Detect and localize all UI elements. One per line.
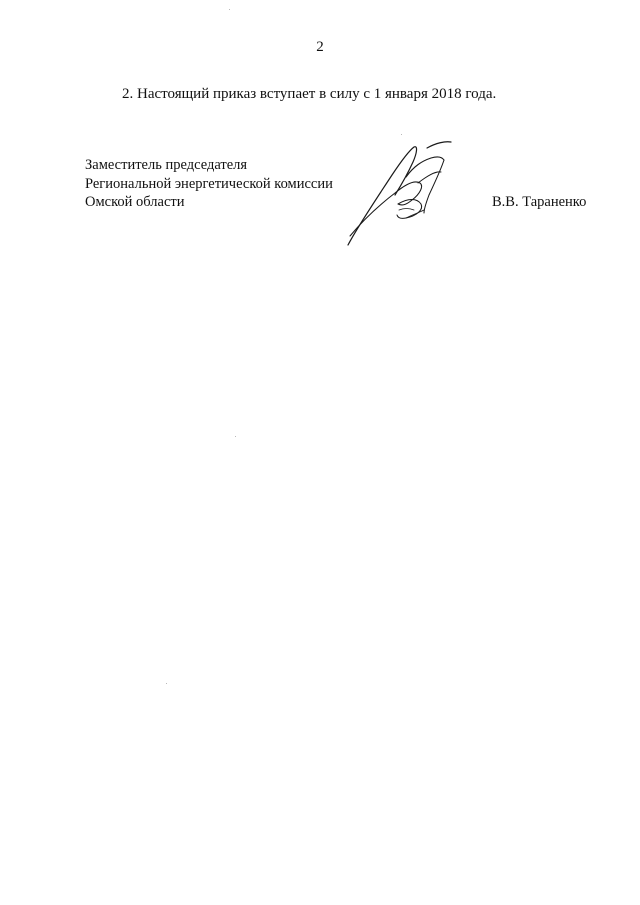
scan-speck	[229, 9, 230, 10]
signatory-name: В.В. Тараненко	[492, 194, 587, 210]
page-number: 2	[316, 39, 324, 55]
scan-speck	[401, 134, 402, 135]
order-clause-2: 2. Настоящий приказ вступает в силу с 1 января 2018 года.	[122, 86, 497, 102]
signatory-title-block	[85, 156, 333, 212]
signatory-title-line-1: Заместитель председателя	[85, 157, 248, 173]
signatory-title-line-3: Омской области	[85, 194, 185, 210]
signatory-title-line-2: Региональной энергетической комиссии	[85, 175, 333, 192]
handwritten-signature-icon	[340, 128, 460, 252]
scan-speck	[235, 436, 236, 437]
scan-speck	[166, 683, 167, 684]
